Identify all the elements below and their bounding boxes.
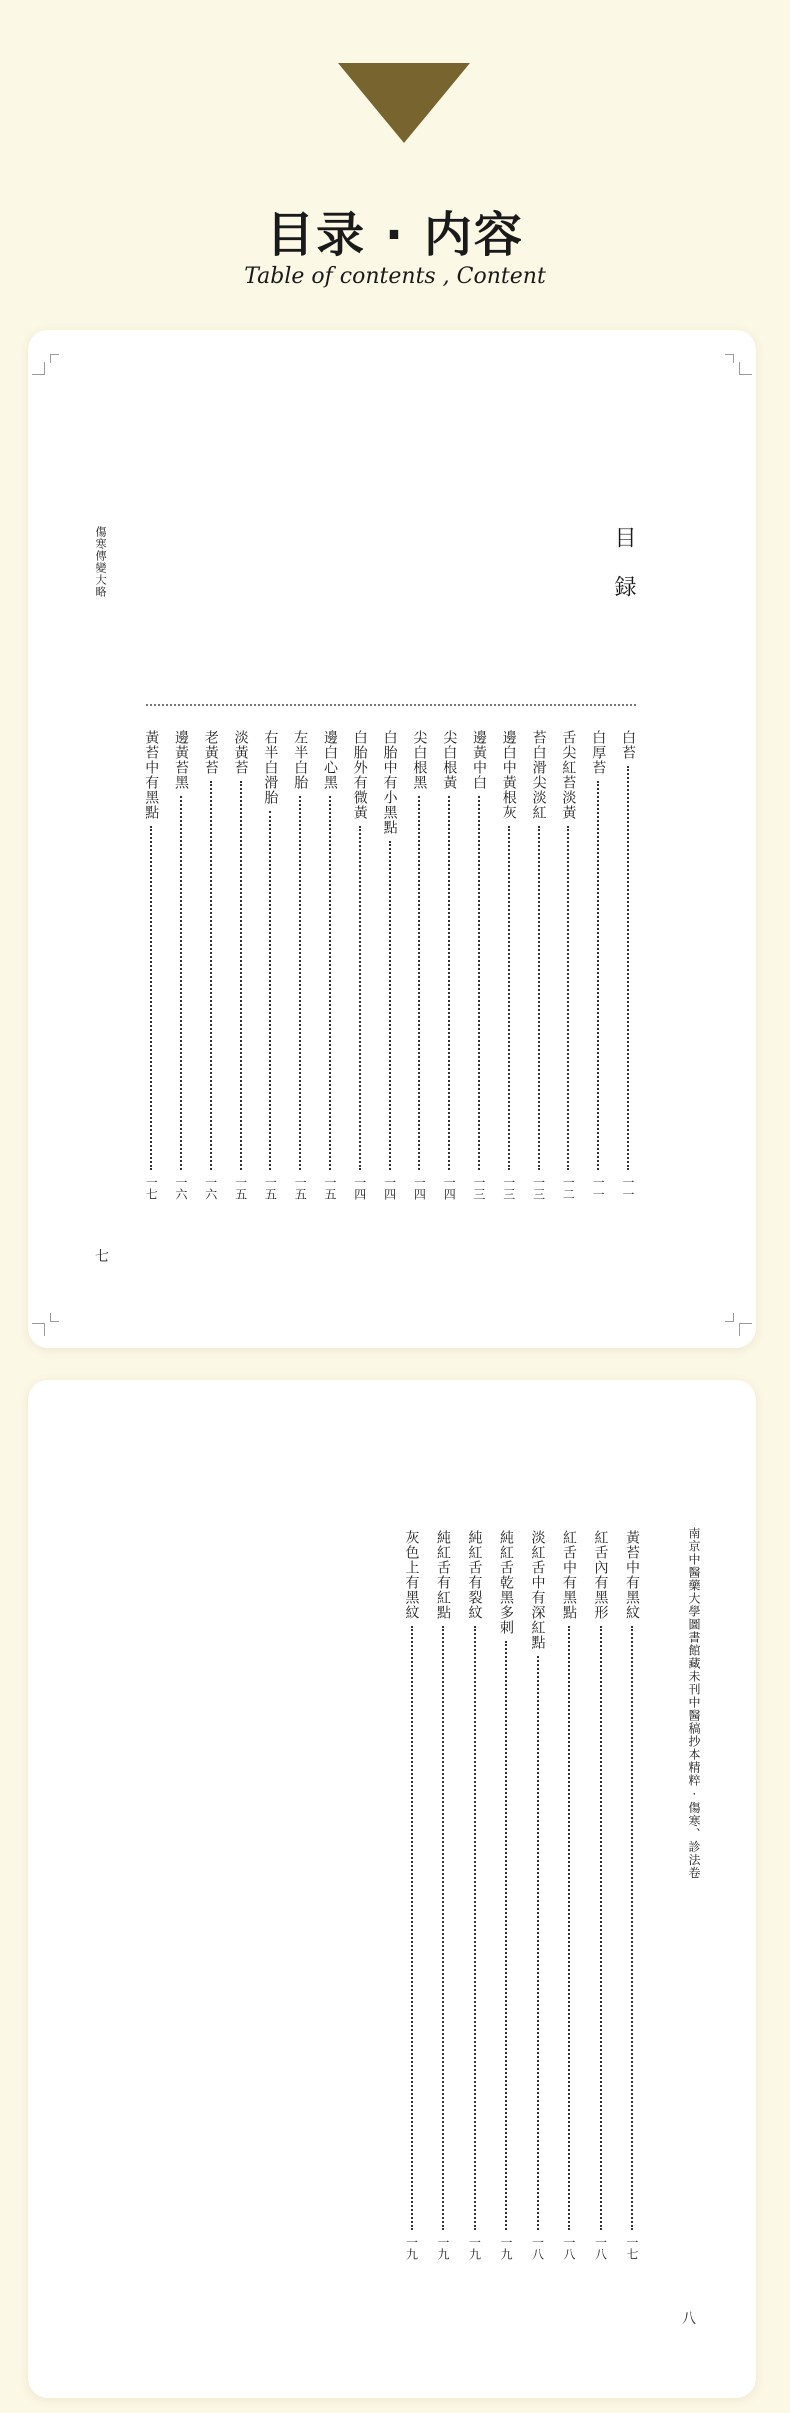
crop-mark-inner-bottom-left	[50, 1313, 59, 1322]
toc-entry-page: 一三	[472, 1176, 486, 1200]
toc-entry-page: 一八	[530, 2236, 545, 2260]
down-triangle-icon	[338, 63, 470, 143]
toc-entry-page: 一四	[442, 1176, 457, 1200]
dot-leader	[568, 1626, 570, 2230]
toc-entry	[491, 1530, 521, 2260]
toc-entry-page: 一五	[233, 1176, 248, 1200]
toc-entry-label: 邊白中黃根灰	[500, 730, 517, 820]
dot-leader	[180, 796, 182, 1170]
toc-entry	[397, 1530, 427, 2260]
dot-leader	[478, 796, 480, 1170]
toc-entry-page: 一九	[404, 2236, 419, 2260]
toc-entry-label: 淡黃苔	[232, 730, 249, 775]
dot-leader	[627, 766, 629, 1170]
dot-leader	[508, 826, 510, 1170]
dot-leader	[411, 1626, 413, 2230]
dot-leader	[389, 841, 391, 1170]
toc-entry-label: 黃苔中有黑點	[143, 730, 160, 820]
toc-entry-label: 苔白滑尖淡紅	[530, 730, 547, 820]
toc-entry	[255, 730, 285, 1200]
toc-entry	[460, 1530, 490, 2260]
toc-entry-page: 一九	[467, 2236, 482, 2260]
dot-leader	[359, 826, 361, 1170]
toc-entry-label: 紅舌中有黑點	[561, 1530, 577, 1620]
crop-mark-inner-top-left	[50, 354, 59, 363]
dotted-divider	[146, 704, 636, 706]
crop-mark-top-right	[739, 362, 752, 375]
toc-entry	[586, 1530, 616, 2260]
toc-entry	[613, 730, 643, 1200]
toc-entry-label: 純紅舌有紅點	[435, 1530, 451, 1620]
dot-leader	[600, 1626, 602, 2230]
toc-entry-label: 白厚苔	[590, 730, 607, 775]
toc-entry-page: 一八	[593, 2236, 608, 2260]
toc-entry	[285, 730, 315, 1200]
toc-entry-page: 一三	[501, 1176, 516, 1200]
toc-entry	[554, 1530, 584, 2260]
toc-entry	[166, 730, 196, 1200]
toc-entry-page: 一四	[382, 1176, 397, 1200]
toc-entry	[617, 1530, 647, 2260]
toc-entry-page: 一六	[174, 1176, 188, 1200]
dot-leader	[210, 781, 212, 1170]
dot-leader	[631, 1626, 633, 2230]
toc-entry-label: 邊白心黑	[322, 730, 338, 790]
toc-entry	[375, 730, 405, 1200]
toc-entry-page: 一五	[293, 1176, 308, 1200]
toc-entry	[226, 730, 256, 1200]
crop-mark-top-left	[32, 362, 45, 375]
toc-entry-page: 一四	[412, 1176, 427, 1200]
running-title: 南京中醫藥大學圖書館藏未刊中醫稿抄本精粹 · 傷寒、診法卷	[687, 1527, 701, 1880]
dot-leader	[474, 1626, 476, 2230]
toc-entry	[428, 1530, 458, 2260]
toc-entry-label: 老黃苔	[202, 730, 219, 775]
toc-entry-page: 一一	[591, 1176, 606, 1200]
toc-entry	[434, 730, 464, 1200]
toc-entry-label: 紅舌內有黑形	[592, 1530, 609, 1620]
toc-entry-page: 一六	[203, 1176, 218, 1200]
toc-entry-label: 白胎中有小黑點	[381, 730, 398, 835]
dot-leader	[329, 796, 331, 1170]
dot-leader	[597, 781, 599, 1170]
dot-leader	[538, 826, 540, 1170]
toc-entry-page: 一五	[263, 1176, 278, 1200]
toc-entry	[523, 1530, 553, 2260]
toc-entry-label: 邊黃中白	[471, 730, 487, 790]
page-subtitle: Table of contents , Content	[244, 264, 546, 289]
page-scan-1	[28, 330, 756, 1348]
toc-entry-page: 一九	[499, 2236, 513, 2260]
toc-entry-page: 一三	[531, 1176, 546, 1200]
dot-leader	[537, 1656, 539, 2230]
dot-leader	[240, 781, 242, 1170]
toc-entry-page: 一五	[323, 1176, 337, 1200]
toc-entry-label: 右半白滑胎	[262, 730, 279, 805]
crop-mark-bottom-left	[32, 1323, 45, 1336]
toc-entry-label: 淡紅舌中有深紅點	[529, 1530, 546, 1650]
toc-entry-page: 一二	[561, 1176, 576, 1200]
running-title: 傷寒傳變大略	[94, 526, 107, 598]
dot-leader	[418, 796, 420, 1170]
toc-entry-page: 一四	[352, 1176, 367, 1200]
toc-entry-label: 黃苔中有黑紋	[624, 1530, 640, 1620]
dot-leader	[442, 1626, 444, 2230]
toc-entry	[553, 730, 583, 1200]
dot-leader	[150, 826, 152, 1170]
toc-entry-page: 一七	[144, 1176, 159, 1200]
toc-entry	[345, 730, 375, 1200]
dot-leader	[567, 826, 569, 1170]
toc-entry	[494, 730, 524, 1200]
toc-entry	[315, 730, 345, 1200]
toc-entry	[464, 730, 494, 1200]
crop-mark-inner-bottom-right	[725, 1313, 734, 1322]
toc-entry-label: 灰色上有黑紋	[403, 1530, 420, 1620]
dot-leader	[448, 796, 450, 1170]
toc-entry-label: 尖白根黃	[441, 730, 458, 790]
page-scan-2	[28, 1380, 756, 2398]
toc-entry-label: 舌尖紅苔淡黃	[560, 730, 577, 820]
toc-entry-label: 純紅舌有裂紋	[466, 1530, 483, 1620]
dot-leader	[505, 1641, 507, 2230]
dot-leader	[299, 796, 301, 1170]
page-title: 目录 · 内容	[266, 207, 524, 263]
toc-entry	[196, 730, 226, 1200]
toc-entry	[524, 730, 554, 1200]
toc-entry-page: 一九	[436, 2236, 450, 2260]
toc-entry	[583, 730, 613, 1200]
toc-entry-page: 一七	[625, 2236, 639, 2260]
toc-entry-label: 白苔	[620, 730, 636, 760]
crop-mark-inner-top-right	[725, 354, 734, 363]
toc-entry-page: 一一	[621, 1176, 635, 1200]
page-number: 八	[682, 2311, 696, 2327]
crop-mark-bottom-right	[739, 1323, 752, 1336]
toc-entry	[404, 730, 434, 1200]
toc-entry-label: 左半白胎	[292, 730, 309, 790]
toc-entry	[136, 730, 166, 1200]
toc-entry-label: 純紅舌乾黑多刺	[498, 1530, 514, 1635]
toc-entry-page: 一八	[562, 2236, 576, 2260]
page-number: 七	[95, 1249, 109, 1265]
dot-leader	[269, 811, 271, 1170]
toc-entry-label: 尖白根黑	[411, 730, 428, 790]
toc-heading: 目 録	[611, 526, 636, 607]
toc-entry-label: 邊黃苔黑	[173, 730, 189, 790]
toc-entry-label: 白胎外有微黃	[351, 730, 368, 820]
